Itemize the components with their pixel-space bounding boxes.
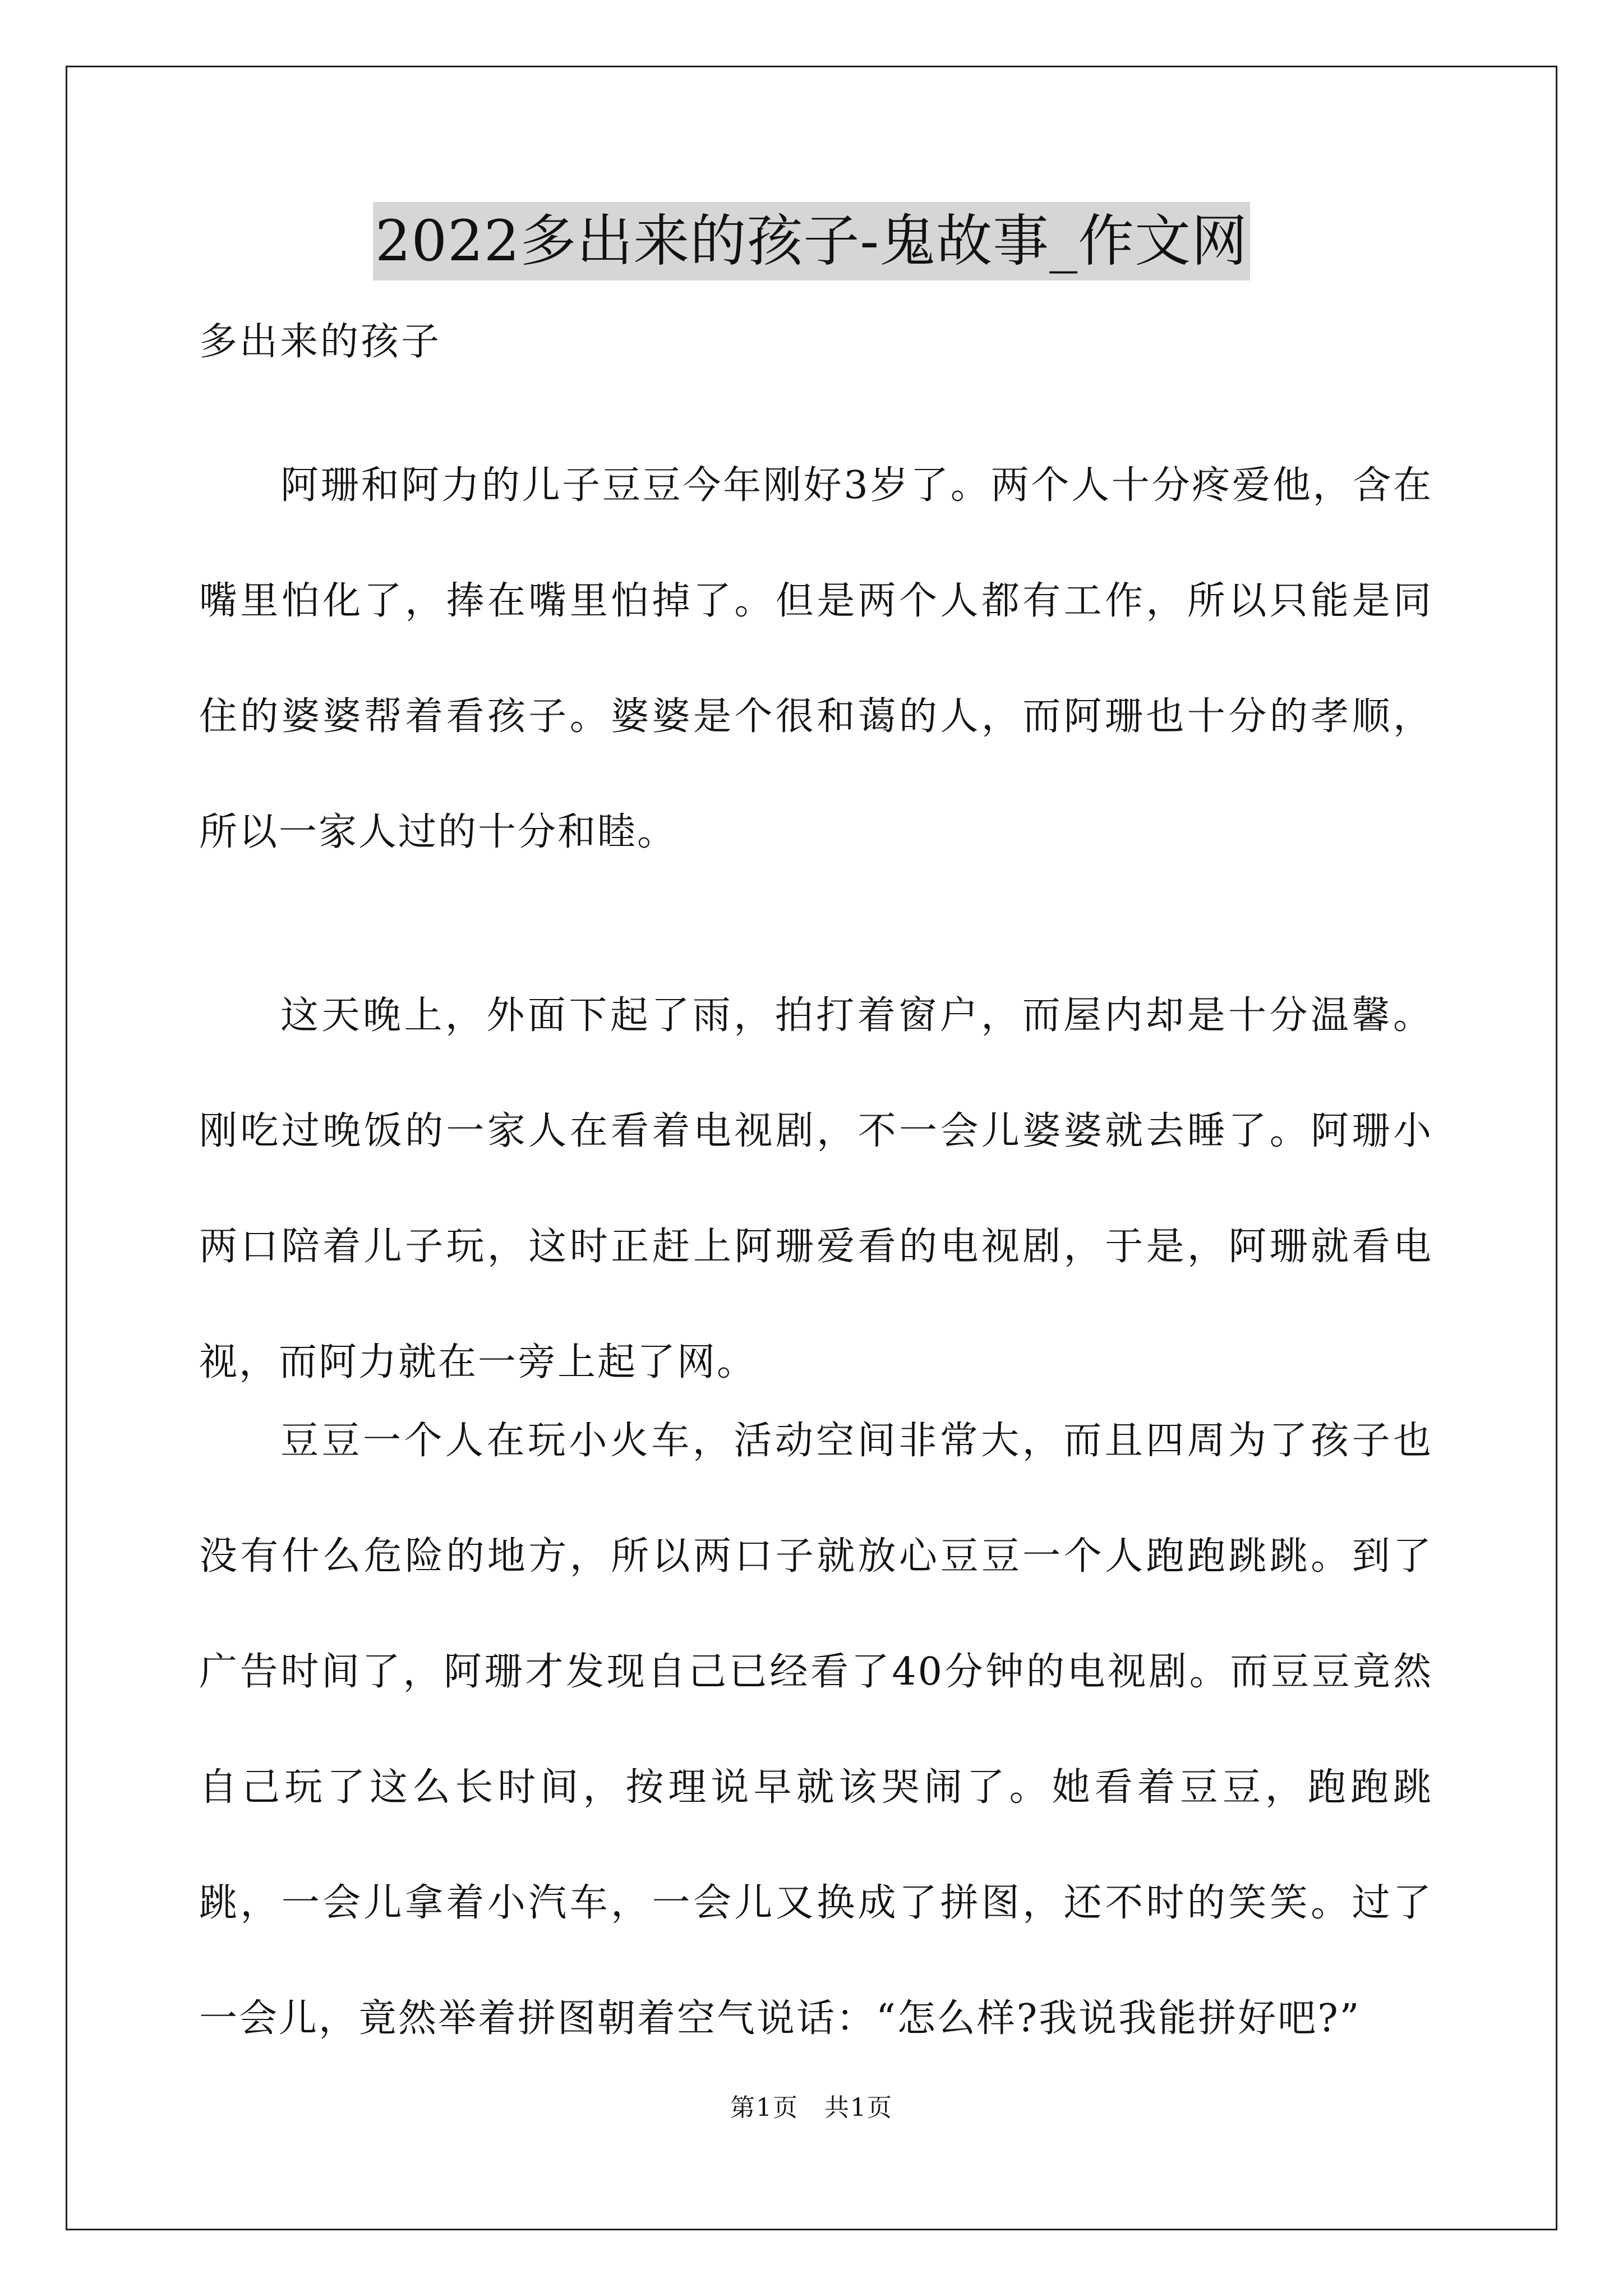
title-container <box>0 202 1623 280</box>
document-title: 2022多出来的孩子-鬼故事_作文网 <box>373 202 1250 280</box>
page-footer: 第1页 共1页 <box>730 2093 893 2122</box>
paragraph-2: 这天晚上，外面下起了雨，拍打着窗户，而屋内却是十分温馨。刚吃过晚饭的一家人在看着电视剧，不一会儿婆婆就去睡了。阿珊小两口陪着儿子玩，这时正赶上阿珊爱看的电视剧，于是，阿珊就看电视，而阿力就在一旁上起了网。 <box>199 993 1433 1384</box>
document-subtitle: 多出来的孩子 <box>199 320 442 364</box>
paragraph-3: 豆豆一个人在玩小火车，活动空间非常大，而且四周为了孩子也没有什么危险的地方，所以两口子就放心豆豆一个人跑跑跳跳。到了广告时间了，阿珊才发现自己已经看了40分钟的电视剧。而豆豆竟然自己玩了这么长时间，按理说早就该哭闹了。她看着豆豆，跑跑跳跳，一会儿拿着小汽车，一会儿又换成了拼图，还不时的笑笑。过了一会儿，竟然举着拼图朝着空气说话：“怎么样?我说我能拼好吧?” <box>199 1419 1433 2041</box>
paragraph-1: 阿珊和阿力的儿子豆豆今年刚好3岁了。两个人十分疼爱他，含在嘴里怕化了，捧在嘴里怕掉了。但是两个人都有工作，所以只能是同住的婆婆帮着看孩子。婆婆是个很和蔼的人，而阿珊也十分的孝顺，所以一家人过的十分和睦。 <box>199 463 1433 854</box>
